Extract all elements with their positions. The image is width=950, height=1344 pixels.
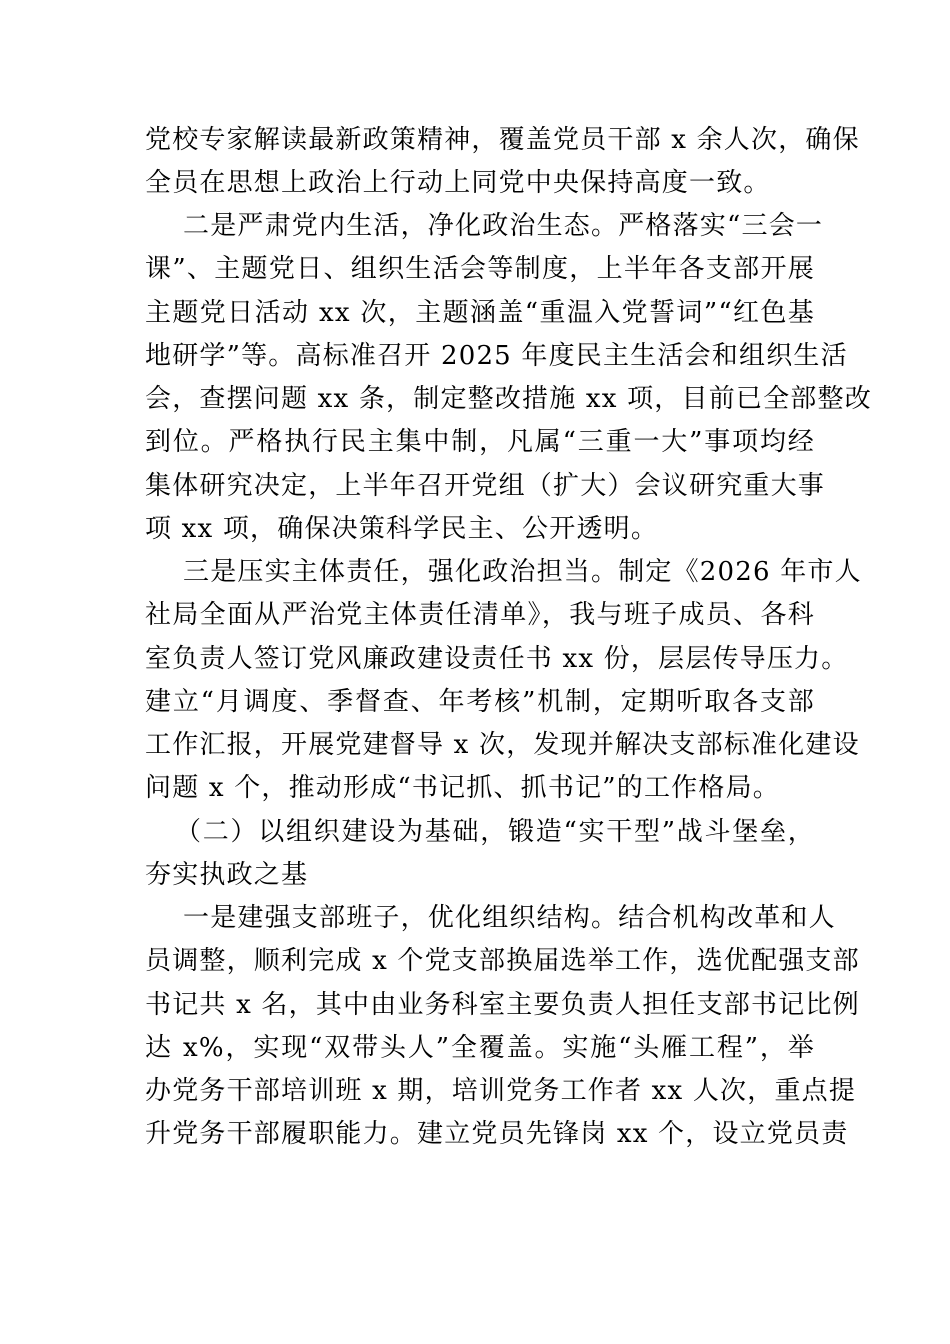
text-line: 主题党日活动 xx 次，主题涵盖“重温入党誓词”“红色基 bbox=[145, 298, 815, 328]
text-line: 书记共 x 名，其中由业务科室主要负责人担任支部书记比例 bbox=[145, 990, 860, 1020]
text-line: 达 x%，实现“双带头人”全覆盖。实施“头雁工程”，举 bbox=[145, 1033, 815, 1063]
paragraph-first-line: 二是严肃党内生活，净化政治生态。严格落实“三会一 bbox=[183, 211, 824, 241]
text-line: 到位。严格执行民主集中制，凡属“三重一大”事项均经 bbox=[145, 427, 815, 457]
text-line: 工作汇报，开展党建督导 x 次，发现并解决支部标准化建设 bbox=[145, 730, 860, 760]
paragraph-first-line: 三是压实主体责任，强化政治担当。制定《2026 年市人 bbox=[183, 557, 862, 587]
text-line: 集体研究决定，上半年召开党组（扩大）会议研究重大事 bbox=[145, 471, 826, 501]
text-line: 课”、主题党日、组织生活会等制度，上半年各支部开展 bbox=[145, 254, 815, 284]
text-line: 项 xx 项，确保决策科学民主、公开透明。 bbox=[145, 514, 659, 544]
text-line: 办党务干部培训班 x 期，培训党务工作者 xx 人次，重点提 bbox=[145, 1076, 857, 1106]
section-heading: （二）以组织建设为基础，锻造“实干型”战斗堡垒， bbox=[175, 817, 815, 847]
text-line: 室负责人签订党风廉政建设责任书 xx 份，层层传导压力。 bbox=[145, 644, 849, 674]
text-line: 会，查摆问题 xx 条，制定整改措施 xx 项，目前已全部整改 bbox=[145, 384, 872, 414]
text-line: 党校专家解读最新政策精神，覆盖党员干部 x 余人次，确保 bbox=[145, 125, 860, 155]
text-line: 升党务干部履职能力。建立党员先锋岗 xx 个，设立党员责 bbox=[145, 1119, 849, 1149]
section-heading-continued: 夯实执政之基 bbox=[145, 860, 309, 890]
text-line: 建立“月调度、季督查、年考核”机制，定期听取各支部 bbox=[145, 687, 815, 717]
text-line: 全员在思想上政治上行动上同党中央保持高度一致。 bbox=[145, 168, 771, 198]
paragraph-first-line: 一是建强支部班子，优化组织结构。结合机构改革和人 bbox=[183, 903, 836, 933]
text-line: 员调整，顺利完成 x 个党支部换届选举工作，选优配强支部 bbox=[145, 946, 860, 976]
text-line: 社局全面从严治党主体责任清单》，我与班子成员、各科 bbox=[145, 600, 815, 630]
text-line: 地研学”等。高标准召开 2025 年度民主生活会和组织生活 bbox=[145, 341, 848, 371]
text-line: 问题 x 个，推动形成“书记抓、抓书记”的工作格局。 bbox=[145, 773, 780, 803]
